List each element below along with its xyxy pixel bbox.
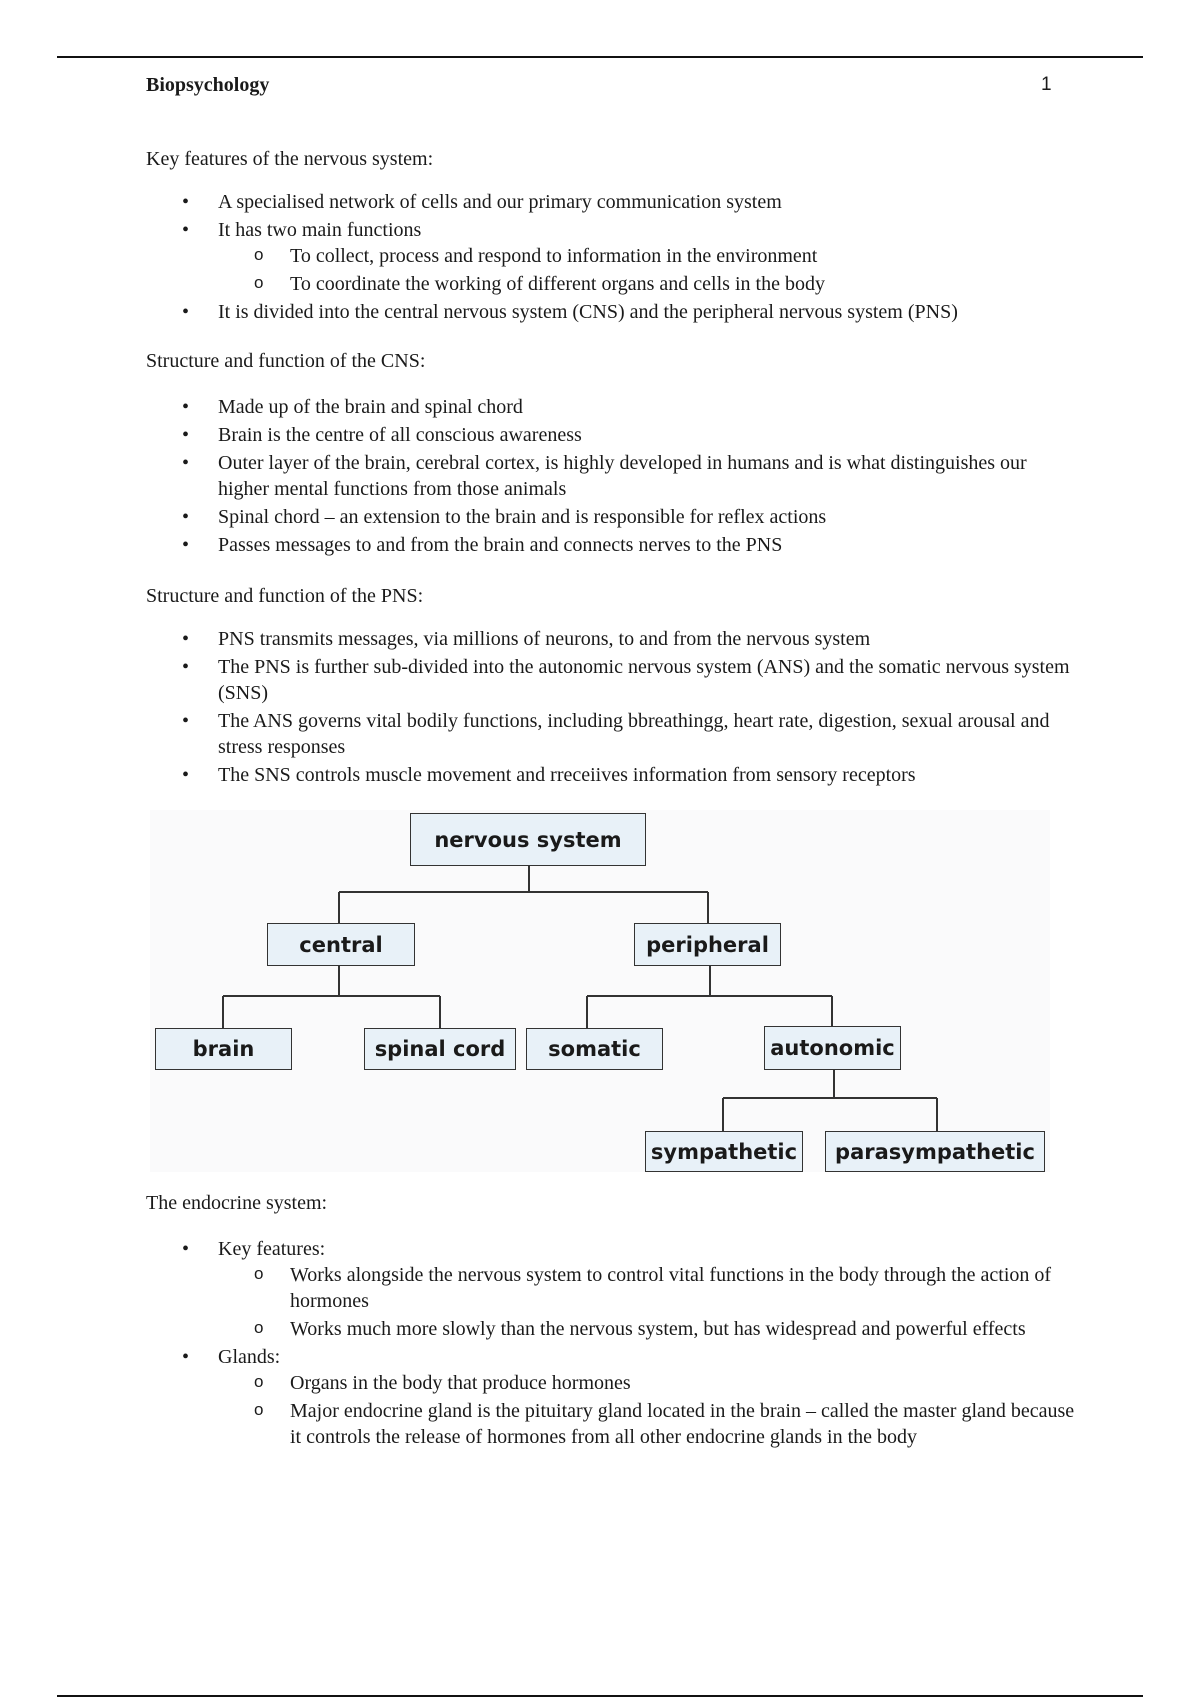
header-rule (57, 56, 1143, 58)
node-sympathetic: sympathetic (645, 1131, 803, 1172)
list-item-text: Key features: (218, 1238, 326, 1260)
list-item: • PNS transmits messages, via millions of neurons, to and from the nervous system (146, 626, 1076, 652)
glands-sublist (218, 1370, 1076, 1450)
cns-heading: Structure and function of the CNS: (146, 350, 426, 372)
list-item: • Brain is the centre of all conscious awareness (146, 422, 1076, 448)
document-title: Biopsychology (146, 74, 270, 96)
sub-list-item: o Works much more slowly than the nervous system, but has widespread and powerful effects (218, 1316, 1076, 1342)
cns-list (146, 394, 1076, 560)
sub-list-item: o Organs in the body that produce hormones (218, 1370, 1076, 1396)
node-autonomic: autonomic (764, 1026, 901, 1070)
node-peripheral: peripheral (634, 923, 781, 966)
connector-root (339, 866, 708, 923)
key-features-sublist (218, 1262, 1076, 1342)
sub-list-item: o To coordinate the working of different organs and cells in the body (218, 271, 1076, 297)
list-item-text: It has two main functions (218, 219, 422, 241)
node-brain: brain (155, 1028, 292, 1070)
list-item (146, 217, 1076, 297)
connector-central (223, 966, 440, 1028)
connector-peripheral (587, 966, 832, 1028)
nervous-system-diagram (150, 810, 1050, 1172)
node-spinal-cord: spinal cord (364, 1028, 516, 1070)
node-nervous-system: nervous system (410, 813, 646, 866)
sub-list-item: o To collect, process and respond to information in the environment (218, 243, 1076, 269)
list-item: • The ANS governs vital bodily functions, including bbreathingg, heart rate, digestion, sexual arousal and stress responses (146, 708, 1076, 760)
list-item: • Spinal chord – an extension to the brain and is responsible for reflex actions (146, 504, 1076, 530)
list-item: • It is divided into the central nervous system (CNS) and the peripheral nervous system (PNS) (146, 299, 1076, 325)
list-item: • Passes messages to and from the brain and connects nerves to the PNS (146, 532, 1076, 558)
node-somatic: somatic (526, 1028, 663, 1070)
footer-rule (57, 1695, 1143, 1697)
list-item (146, 1236, 1076, 1342)
endocrine-list (146, 1236, 1076, 1452)
nervous-list (146, 189, 1076, 327)
pns-heading: Structure and function of the PNS: (146, 585, 424, 607)
list-item: • Made up of the brain and spinal chord (146, 394, 1076, 420)
list-item-text: Glands: (218, 1346, 281, 1368)
nervous-heading: Key features of the nervous system: (146, 148, 434, 170)
page-number: 1 (1041, 74, 1052, 95)
list-item: • A specialised network of cells and our primary communication system (146, 189, 1076, 215)
sub-list-item: o Works alongside the nervous system to control vital functions in the body through the action of hormones (218, 1262, 1076, 1314)
list-item: • Outer layer of the brain, cerebral cortex, is highly developed in humans and is what distinguishes our higher mental functions from those animals (146, 450, 1076, 502)
connector-autonomic (723, 1070, 937, 1131)
pns-list (146, 626, 1076, 790)
list-item: • The SNS controls muscle movement and rreceiives information from sensory receptors (146, 762, 1076, 788)
node-parasympathetic: parasympathetic (825, 1131, 1045, 1172)
nervous-sublist (218, 243, 1076, 297)
node-central: central (267, 923, 415, 966)
endocrine-heading: The endocrine system: (146, 1192, 328, 1214)
list-item (146, 1344, 1076, 1450)
sub-list-item: o Major endocrine gland is the pituitary gland located in the brain – called the master gland because it controls the release of hormones from all other endocrine glands in the body (218, 1398, 1076, 1450)
list-item: • The PNS is further sub-divided into the autonomic nervous system (ANS) and the somatic nervous system (SNS) (146, 654, 1076, 706)
